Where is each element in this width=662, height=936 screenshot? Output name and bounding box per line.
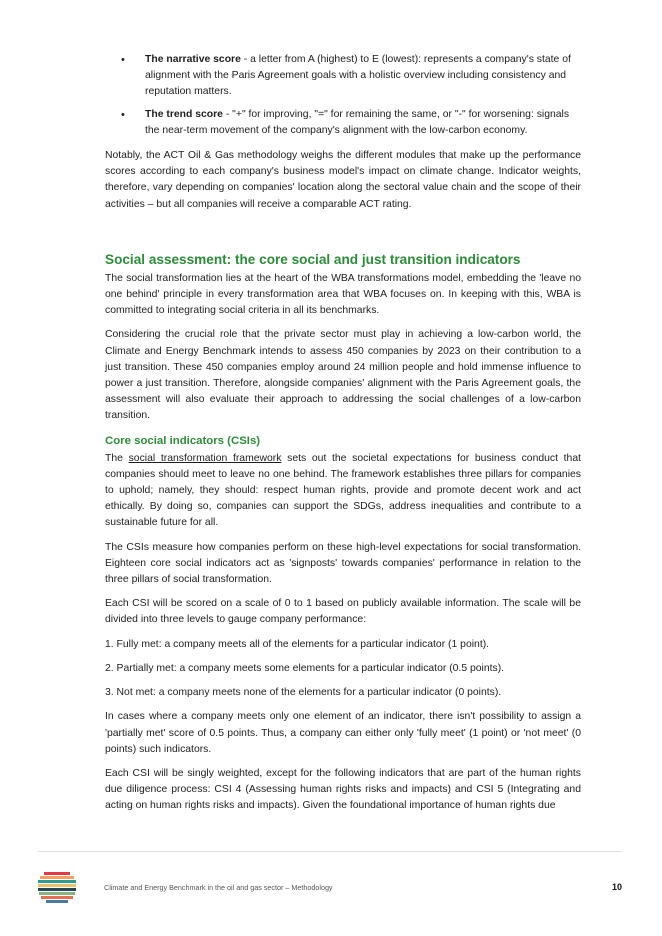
csi-intro-rest: sets out the societal expectations for business conduct that companies should meet to leave no one behind. The framework establishes three pillars for companies to uphold; namely, they should: respect human rights, provide and promote decent work and act ethically. By doing so, companies can support the SDGs, address inequalities and contribute to a sustainable future for all.	[105, 452, 582, 529]
bullet-term: The narrative score	[145, 54, 241, 65]
level-fully-met: 1. Fully met: a company meets all of the elements for a particular indicator (1 point).	[105, 638, 490, 650]
paragraph-scale: Each CSI will be scored on a scale of 0 to 1 based on publicly available information. The scale will be divided into three levels to gauge company performance:	[105, 598, 581, 626]
page-number: 10	[612, 882, 623, 892]
bullet-icon: •	[121, 108, 125, 121]
subheading-csis: Core social indicators (CSIs)	[105, 434, 261, 447]
paragraph-csis: The CSIs measure how companies perform on these high-level expectations for social transformation. Eighteen core social indicators act as 'signposts' towards companies' performance in relation to the three pillars of social transformation.	[105, 541, 581, 586]
paragraph-weighted: Each CSI will be singly weighted, except for the following indicators that are part of the human rights due diligence process: CSI 4 (Assessing human rights risks and impacts) and CSI 5 (Integrating and acting on human rights risks and impacts). Given the foundational importance of human rights due	[105, 767, 581, 812]
level-partially-met: 2. Partially met: a company meets some elements for a particular indicator (0.5 points).	[105, 662, 505, 674]
paragraph-social-2: Considering the crucial role that the private sector must play in achieving a low-carbon world, the Climate and Energy Benchmark intends to assess 450 companies by 2023 on their contribution to a just transition. These 450 companies employ around 24 million people and hold immense influence to power a just transition. Therefore, alongside companies' alignment with the Paris Agreement goals, the assessment will also evaluate their approach to addressing the social challenges of a low-carbon transition.	[105, 329, 581, 422]
bullet-term: The trend score	[145, 108, 223, 120]
page-content	[105, 52, 581, 823]
social-transformation-framework-link[interactable]: social transformation framework	[128, 452, 282, 464]
wba-logo-icon	[38, 871, 76, 905]
level-not-met: 3. Not met: a company meets none of the elements for a particular indicator (0 points).	[105, 687, 502, 699]
bullet-text: - a letter from A (highest) to E (lowest): represents a company's state of alignment with the Paris Agreement goals with a holistic overview including consistency and reputation matters.	[145, 54, 571, 98]
csi-intro-prefix: The	[105, 452, 129, 464]
paragraph-notably: Notably, the ACT Oil & Gas methodology weighs the different modules that make up the performance scores according to each company's business model's impact on climate change. Indicator weights, therefore, vary depending on companies' location along the sectoral value chain and the scope of their activities – but all companies will receive a comparable ACT rating.	[105, 150, 581, 210]
bullet-trend-score	[105, 107, 581, 139]
paragraph-csi-intro	[105, 451, 581, 532]
section-heading: Social assessment: the core social and just transition indicators	[105, 251, 521, 267]
footer-divider	[38, 851, 622, 852]
bullet-icon: •	[121, 54, 125, 66]
bullet-text: - "+" for improving, "=" for remaining the same, or "-" for worsening: signals the near-term movement of the company's alignment with the low-carbon economy.	[145, 108, 570, 136]
footer-title: Climate and Energy Benchmark in the oil and gas sector – Methodology	[104, 883, 333, 892]
bullet-narrative-score	[105, 52, 581, 101]
paragraph-social-1: The social transformation lies at the heart of the WBA transformations model, embedding the 'leave no one behind' principle in every transformation area that WBA focuses on. In keeping with this, WBA is committed to integrating social criteria in all its benchmarks.	[105, 272, 581, 317]
paragraph-cases: In cases where a company meets only one element of an indicator, there isn't possibility to assign a 'partially met' score of 0.5 points. Thus, a company can either only 'fully meet' (1 point) or 'not meet' (0 points) such indicators.	[105, 711, 581, 755]
